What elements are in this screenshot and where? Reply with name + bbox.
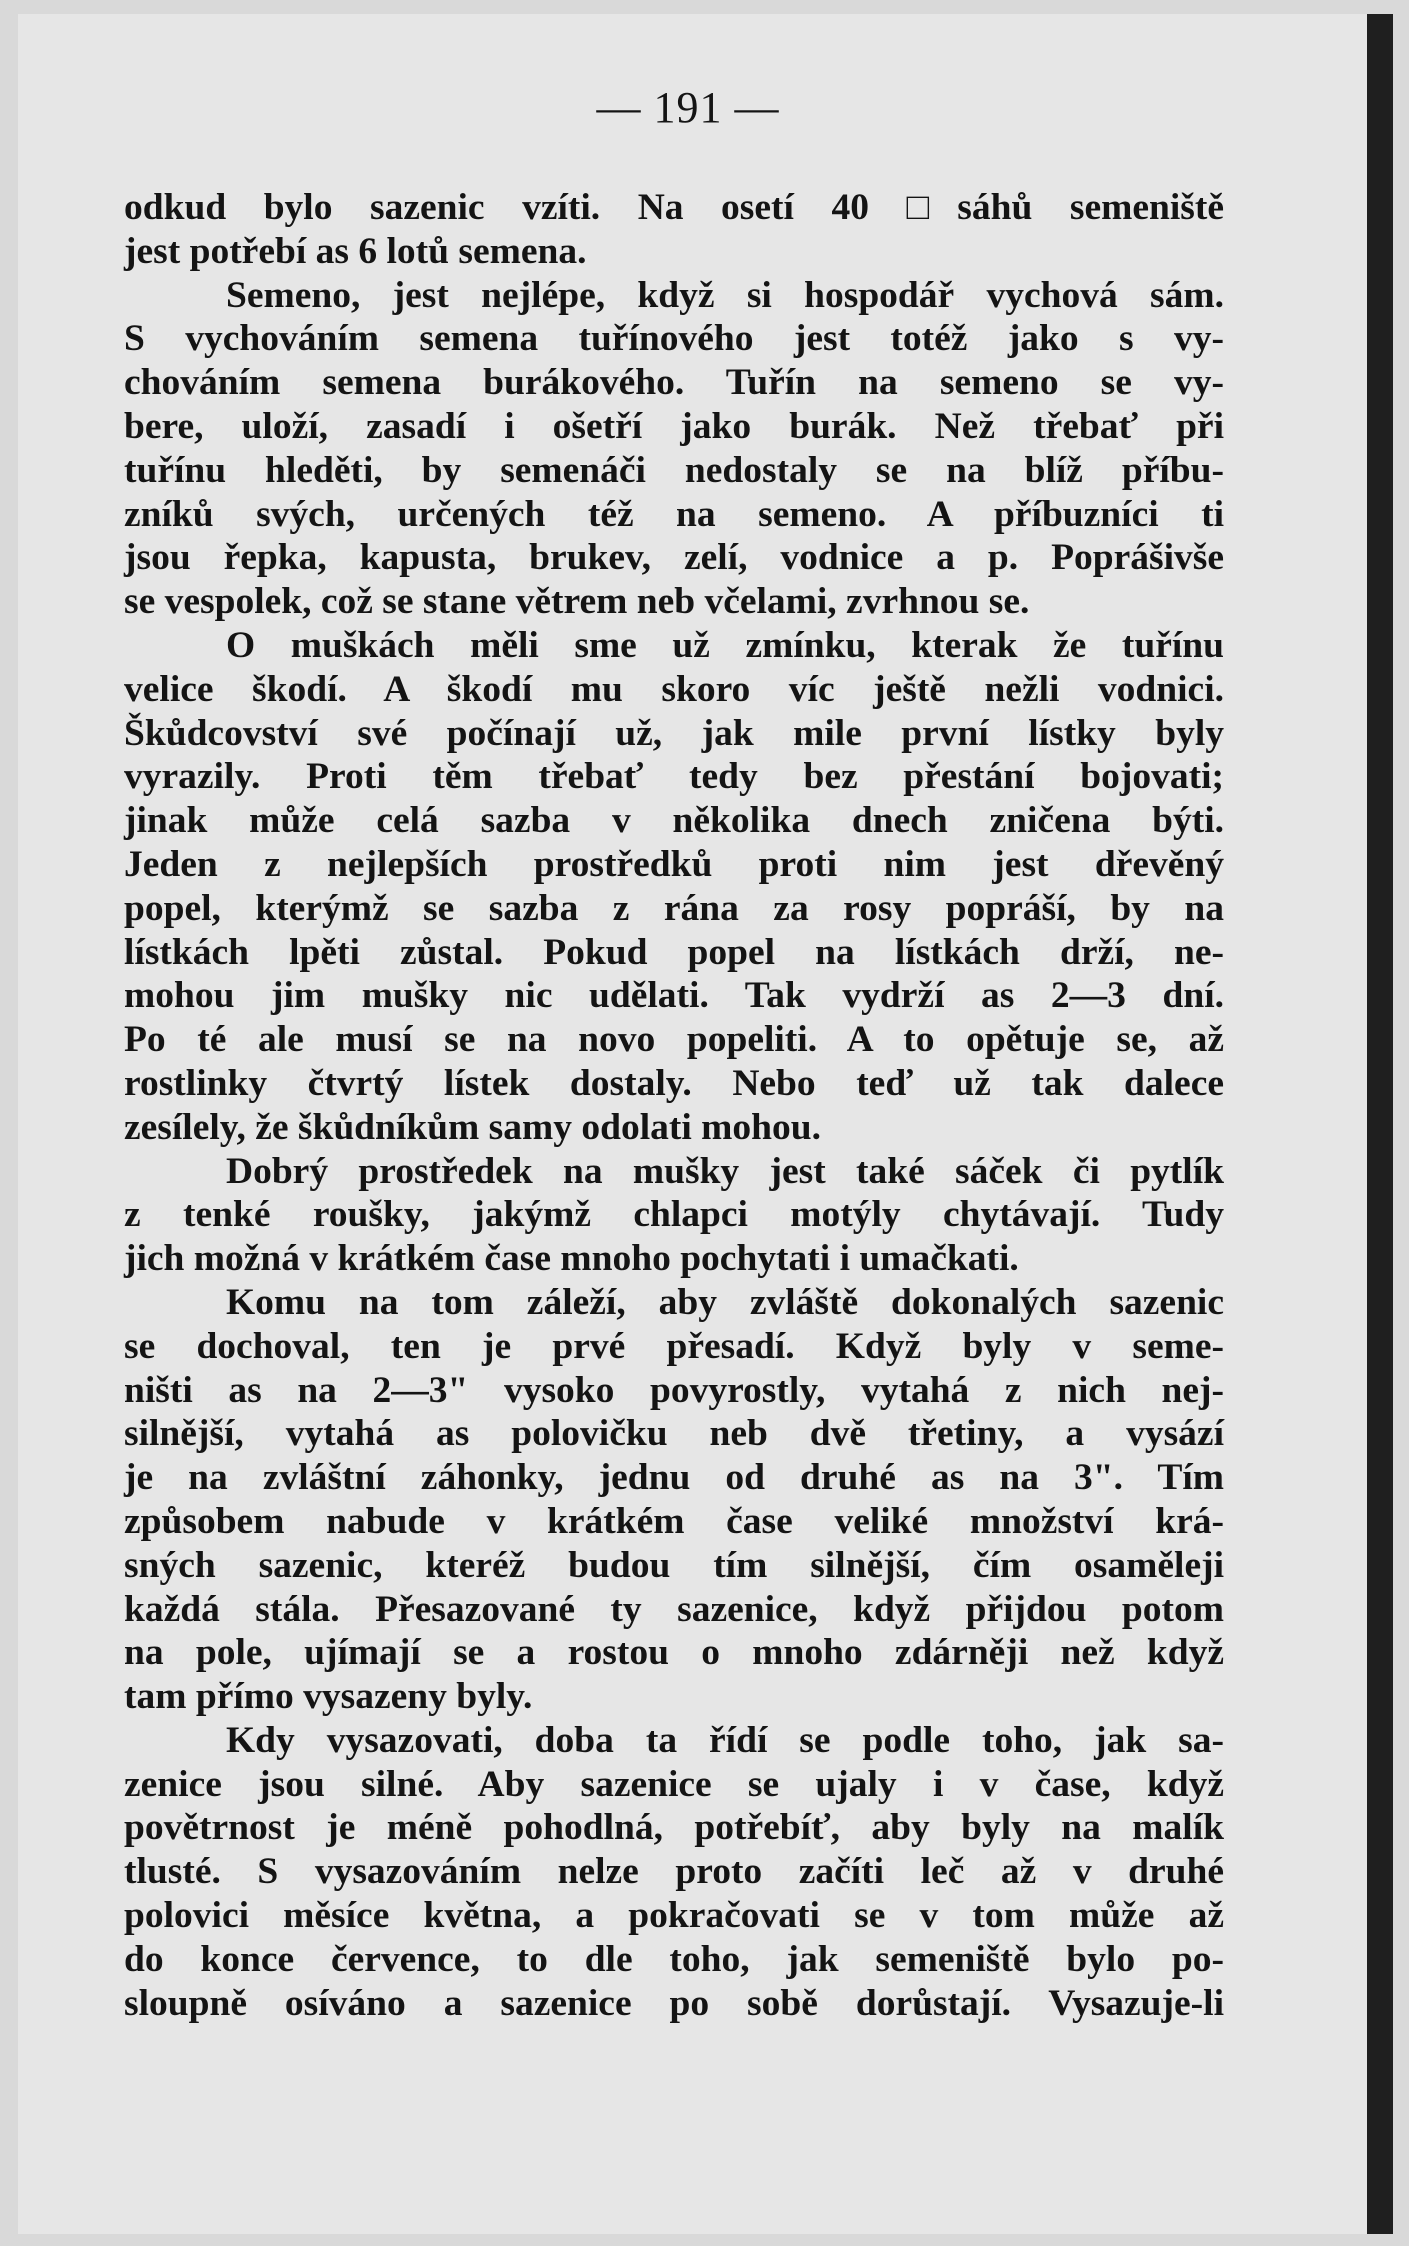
text-line: vyrazily. Proti těm třebať tedy bez přestání bojovati;	[124, 756, 1224, 798]
text-line: bere, uloží, zasadí i ošetří jako burák. Než třebať při	[124, 405, 1224, 447]
text-line: zníků svých, určených též na semeno. A příbuzníci ti	[124, 493, 1224, 535]
text-line: Komu na tom záleží, aby zvláště dokonalých sazenic	[226, 1281, 1224, 1323]
text-line: popel, kterýmž se sazba z rána za rosy popráší, by na	[124, 887, 1224, 929]
text-line: Kdy vysazovati, doba ta řídí se podle toho, jak sa-	[226, 1719, 1224, 1761]
text-line: Škůdcovství své počínají už, jak mile první lístky byly	[124, 712, 1224, 754]
text-line: velice škodí. A škodí mu skoro víc ještě nežli vodnici.	[124, 668, 1224, 710]
text-line: mohou jim mušky nic udělati. Tak vydrží as 2—3 dní.	[124, 975, 1224, 1017]
text-line: Dobrý prostředek na mušky jest také sáček či pytlík	[226, 1150, 1224, 1192]
text-line: jsou řepka, kapusta, brukev, zelí, vodnice a p. Poprášivše	[124, 537, 1224, 579]
text-line: na pole, ujímají se a rostou o mnoho zdárněji než když	[124, 1632, 1224, 1674]
text-line: je na zvláštní záhonky, jednu od druhé as na 3". Tím	[124, 1457, 1224, 1499]
text-line: zenice jsou silné. Aby sazenice se ujaly i v čase, když	[124, 1763, 1224, 1805]
body-text	[124, 186, 1224, 2025]
text-line: lístkách lpěti zůstal. Pokud popel na lístkách drží, ne-	[124, 931, 1224, 973]
text-line: povětrnost je méně pohodlná, potřebíť, aby byly na malík	[124, 1807, 1224, 1849]
text-line: jest potřebí as 6 lotů semena.	[124, 230, 587, 272]
text-line: silnější, vytahá as polovičku neb dvě třetiny, a vysází	[124, 1413, 1224, 1455]
text-line: do konce července, to dle toho, jak semeniště bylo po-	[124, 1938, 1224, 1980]
text-line: tlusté. S vysazováním nelze proto začíti leč až v druhé	[124, 1851, 1224, 1893]
text-line: způsobem nabude v krátkém čase veliké množství krá-	[124, 1500, 1224, 1542]
text-line: jich možná v krátkém čase mnoho pochytati i umačkati.	[124, 1238, 1019, 1280]
text-line: z tenké roušky, jakýmž chlapci motýly chytávají. Tudy	[124, 1194, 1224, 1236]
text-line: O muškách měli sme už zmínku, kterak že tuřínu	[226, 624, 1224, 666]
text-line: Jeden z nejlepších prostředků proti nim jest dřevěný	[124, 843, 1224, 885]
text-line: se dochoval, ten je prvé přesadí. Když byly v seme-	[124, 1325, 1224, 1367]
text-line: zesílely, že škůdníkům samy odolati mohou.	[124, 1106, 821, 1148]
book-page	[18, 14, 1393, 2234]
text-line: jinak může celá sazba v několika dnech zničena býti.	[124, 800, 1224, 842]
text-line: se vespolek, což se stane větrem neb včelami, zvrhnou se.	[124, 581, 1030, 623]
page-number: — 191 —	[596, 83, 780, 132]
text-line: sloupně osíváno a sazenice po sobě dorůstají. Vysazuje-li	[124, 1982, 1224, 2024]
text-line: chováním semena burákového. Tuřín na semeno se vy-	[124, 362, 1224, 404]
text-line: rostlinky čtvrtý lístek dostaly. Nebo teď už tak dalece	[124, 1062, 1224, 1104]
text-line: tuřínu hleděti, by semenáči nedostaly se na blíž příbu-	[124, 449, 1224, 491]
text-line: Po té ale musí se na novo popeliti. A to opětuje se, až	[124, 1019, 1224, 1061]
text-line: Semeno, jest nejlépe, když si hospodář vychová sám.	[226, 274, 1224, 316]
text-line: ništi as na 2—3" vysoko povyrostly, vytahá z nich nej-	[124, 1369, 1224, 1411]
text-line: každá stála. Přesazované ty sazenice, když přijdou potom	[124, 1588, 1224, 1630]
text-line: polovici měsíce května, a pokračovati se v tom může až	[124, 1895, 1224, 1937]
text-line: tam přímo vysazeny byly.	[124, 1676, 533, 1718]
text-line: S vychováním semena tuřínového jest totéž jako s vy-	[124, 318, 1224, 360]
text-line: odkud bylo sazenic vzíti. Na osetí 40 □sáhů semeniště	[124, 187, 1224, 228]
text-line: sných sazenic, kteréž budou tím silnější, čím osaměleji	[124, 1544, 1224, 1586]
